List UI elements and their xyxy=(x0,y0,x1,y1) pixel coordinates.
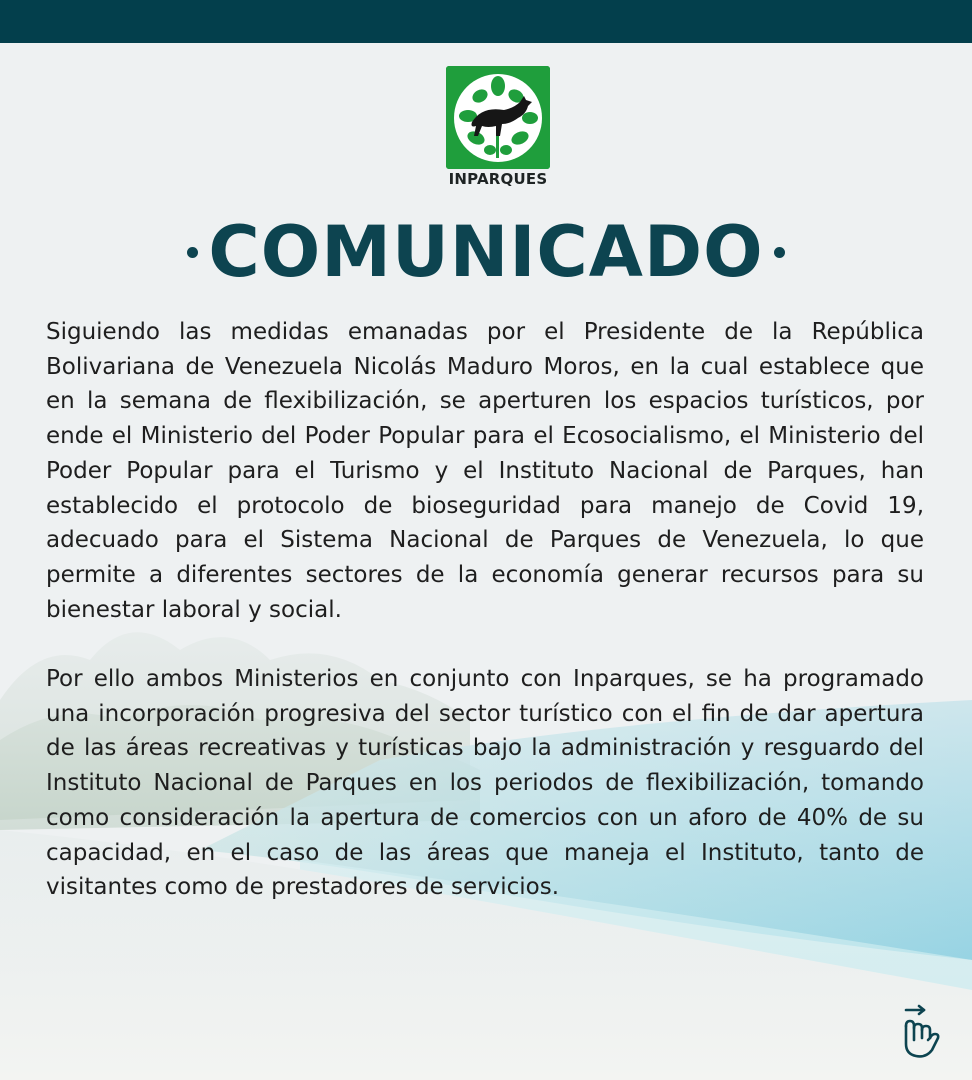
paragraph-1: Siguiendo las medidas emanadas por el Presidente de la República Bolivariana de Venezuela Nicolás Maduro Moros, en la cual establece que en la semana de flexibilización, se aperturen los espacios turísticos, por ende el Ministerio del Poder Popular para el Ecosocialismo, el Ministerio del Poder Popular para el Turismo y el Instituto Nacional de Parques, han establecido el protocolo de bioseguridad para manejo de Covid 19, adecuado para el Sistema Nacional de Parques de Venezuela, lo que permite a diferentes sectores de la economía generar recursos para su bienestar laboral y social. xyxy=(46,319,924,623)
swipe-hand-icon xyxy=(894,1004,942,1060)
inparques-deer-logo-icon xyxy=(446,66,550,169)
top-bar xyxy=(0,0,972,43)
logo-badge xyxy=(446,66,550,169)
page-title xyxy=(0,210,972,294)
title-dot-left xyxy=(187,247,198,258)
paragraph-2: Por ello ambos Ministerios en conjunto con Inparques, se ha programado una incorporación progresiva del sector turístico con el fin de dar apertura de las áreas recreativas y turísticas bajo la administración y resguardo del Instituto Nacional de Parques en los periodos de flexibilización, tomando como consideración la apertura de comercios con un aforo de 40% de su capacidad, en el caso de las áreas que maneja el Instituto, tanto de visitantes como de prestadores de servicios. xyxy=(46,666,924,901)
inparques-logo xyxy=(446,66,550,190)
logo-label: INPARQUES xyxy=(448,170,548,188)
communique-body xyxy=(46,315,924,905)
title-dot-right xyxy=(774,247,785,258)
title-text: COMUNICADO xyxy=(208,211,764,293)
